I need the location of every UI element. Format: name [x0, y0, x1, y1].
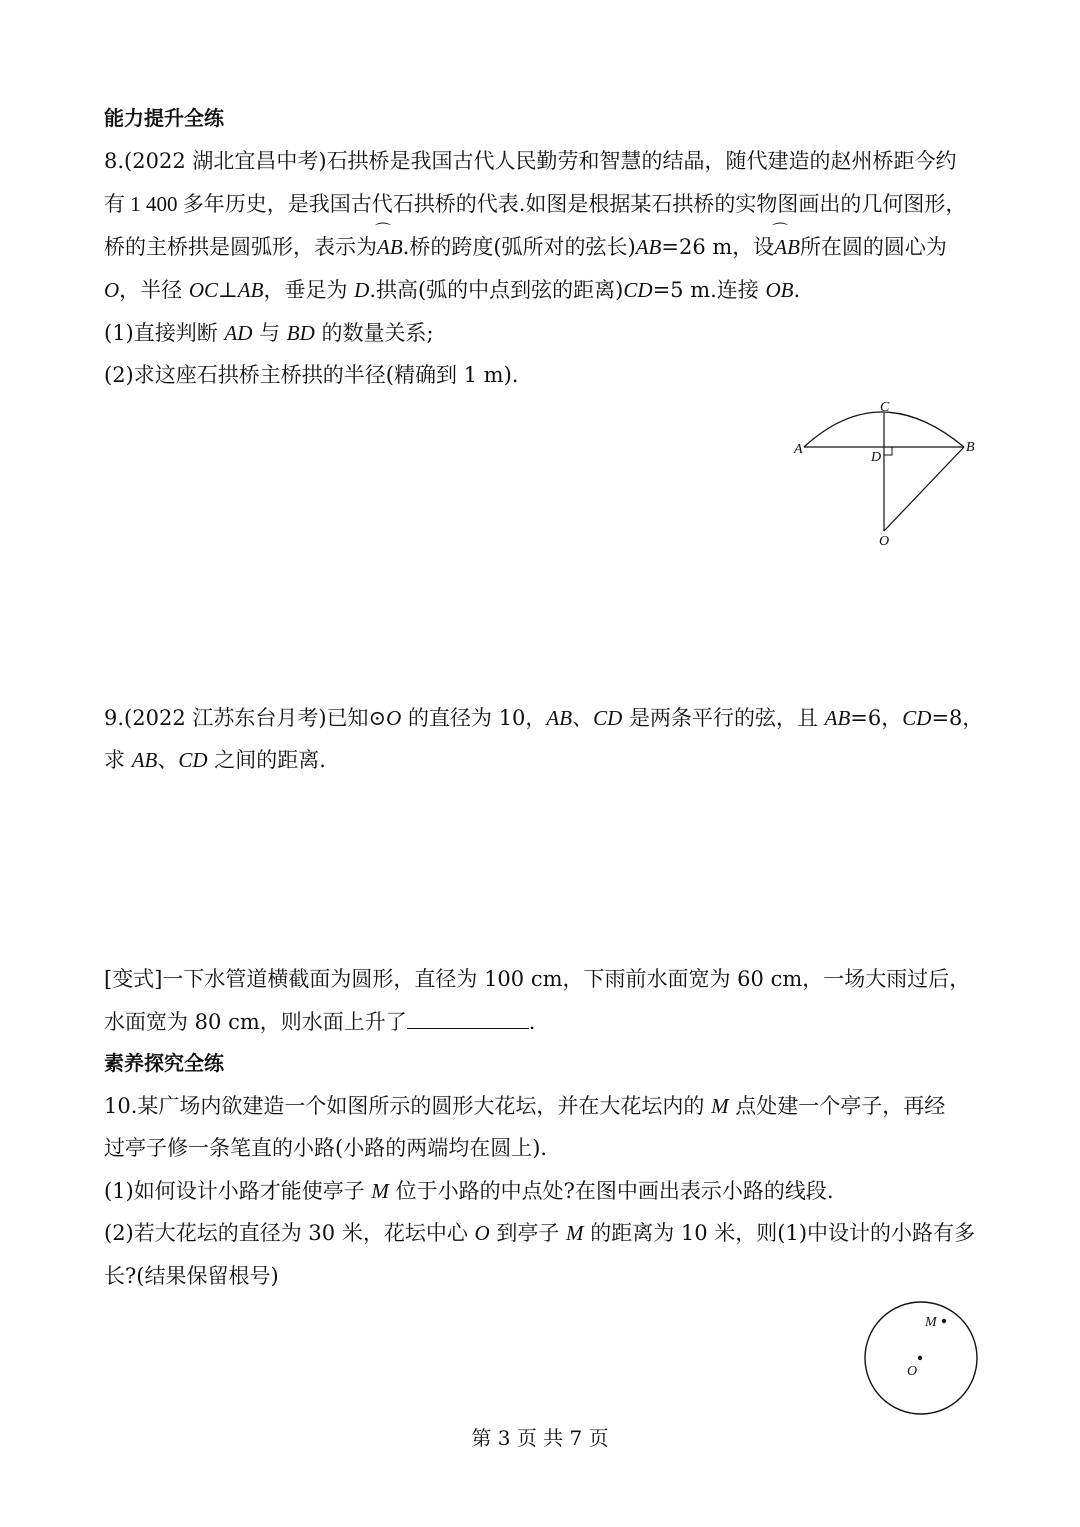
q9-cd-2: CD	[902, 706, 932, 730]
q9-l1-d: =6，	[850, 706, 903, 730]
section-title-literacy: 素养探究全练	[104, 1051, 224, 1075]
q9-cd-3: CD	[178, 748, 208, 772]
q9-l1-b: 的直径为 10，	[401, 706, 547, 730]
q9-l2-a: 求	[104, 748, 132, 772]
q9-line-1	[104, 704, 983, 732]
variant-l2-a: 水面宽为 80 cm，则水面上升了	[104, 1010, 407, 1034]
variant-line-2	[104, 1008, 535, 1036]
q10-p2-c: 的距离为 10 米，则(1)中设计的小路有多	[583, 1221, 976, 1245]
q9-sep-2: 、	[157, 748, 179, 772]
q10-part-2	[104, 1219, 975, 1247]
variant-l2-b: .	[528, 1010, 536, 1034]
right-angle-mark	[884, 447, 892, 455]
q8-l4-c: ，垂足为	[263, 278, 355, 302]
q9-l1-a: 已知⊙	[326, 706, 387, 730]
q10-l1-b: 点处建一个亭子，再经	[728, 1094, 946, 1118]
q8-l4-a: ，半径	[119, 278, 189, 302]
variant-line-1	[104, 965, 970, 993]
label-d: D	[871, 450, 882, 465]
q9-number: 9.	[104, 706, 125, 730]
q8-oc: OC	[188, 278, 219, 302]
q8-part-1	[104, 319, 434, 347]
arc-ab-symbol-2: ⌒ AB	[774, 233, 800, 261]
q10-number: 10.	[104, 1094, 138, 1118]
q8-p1-c: 的数量关系;	[314, 321, 434, 345]
q9-cd: CD	[593, 706, 623, 730]
q8-text: 石拱桥是我国古代人民勤劳和智慧的结晶，随代建造的赵州桥距今约	[326, 149, 957, 173]
q8-l2-b: 多年历史，是我国古代石拱桥的代表.如图是根据某石拱桥的实物图画出的几何图形，	[182, 192, 967, 216]
q8-part-2: (2)求这座石拱桥主桥拱的半径(精确到 1 m).	[104, 363, 519, 387]
q8-l3-d: 所在圆的圆心为	[799, 235, 947, 259]
variant-l1: 一下水管道横截面为圆形，直径为 100 cm，下雨前水面宽为 60 cm，一场大雨过后，	[162, 967, 971, 991]
q8-p1-a: (1)直接判断	[104, 321, 225, 345]
q9-source: (2022 江苏东台月考)	[124, 706, 327, 730]
q9-ab-2: AB	[824, 706, 851, 730]
q8-l3-a: 桥的主桥拱是圆弧形，表示为	[104, 235, 377, 259]
label-c: C	[880, 400, 890, 415]
arc-ab-symbol: ⌒ AB	[377, 233, 403, 261]
label-a: A	[794, 442, 803, 457]
q10-line-2: 过亭子修一条笔直的小路(小路的两端均在圆上).	[104, 1136, 548, 1160]
perp-symbol: ⊥	[218, 278, 238, 302]
q10-l1-a: 某广场内欲建造一个如图所示的圆形大花坛，并在大花坛内的	[137, 1094, 712, 1118]
q9-o: O	[386, 706, 402, 730]
q8-l4-d: .拱高(弧的中点到弦的距离)	[369, 278, 624, 302]
q9-sep: 、	[572, 706, 594, 730]
label-b: B	[966, 440, 975, 455]
q8-bd: BD	[286, 321, 315, 345]
q8-cd: CD	[623, 278, 653, 302]
q8-years: 1 400	[125, 192, 183, 216]
q8-ob: OB	[765, 278, 794, 302]
q8-l2-a: 有	[104, 192, 125, 216]
label-m: M	[925, 1315, 937, 1330]
q8-line-1	[104, 147, 957, 175]
q8-d: D	[354, 278, 370, 302]
q8-l3-b: .桥的跨度(弧所对的弦长)	[402, 235, 636, 259]
q8-l4-e: =5 m.连接	[652, 278, 766, 302]
q9-l2-b: 之间的距离.	[207, 748, 326, 772]
q10-p2-a: (2)若大花坛的直径为 30 米，花坛中心	[104, 1221, 475, 1245]
answer-blank[interactable]	[407, 1008, 529, 1029]
q10-part-1	[104, 1177, 834, 1205]
q8-ab: AB	[635, 235, 662, 259]
q8-l4-f: .	[793, 278, 801, 302]
label-o-circle: O	[907, 1364, 918, 1379]
q10-p1-b: 位于小路的中点处?在图中画出表示小路的线段.	[388, 1179, 834, 1203]
q10-line-1	[104, 1092, 945, 1120]
q8-number: 8.	[104, 149, 125, 173]
q10-m-3: M	[566, 1221, 584, 1245]
bridge-arch-figure	[780, 395, 990, 555]
q8-line-2	[104, 190, 966, 218]
q10-m-2: M	[371, 1179, 389, 1203]
q8-ad: AD	[224, 321, 253, 345]
q10-o: O	[474, 1221, 490, 1245]
q10-part-2-cont: 长?(结果保留根号)	[104, 1264, 279, 1288]
q9-l1-e: =8，	[931, 706, 984, 730]
q8-line-4	[104, 276, 800, 304]
variant-tag: [变式]	[104, 967, 163, 991]
q8-p1-b: 与	[252, 321, 287, 345]
q8-o: O	[104, 278, 120, 302]
q10-m: M	[711, 1094, 729, 1118]
q10-p2-b: 到亭子	[489, 1221, 567, 1245]
label-o: O	[879, 534, 890, 549]
q9-ab: AB	[546, 706, 573, 730]
segment-ob	[884, 447, 964, 531]
page-footer: 第 3 页 共 7 页	[471, 1426, 609, 1450]
q9-line-2	[104, 746, 326, 774]
q8-ab-2: AB	[237, 278, 264, 302]
q8-l3-c: =26 m，设	[661, 235, 775, 259]
q8-source: (2022 湖北宜昌中考)	[124, 149, 327, 173]
point-o	[918, 1356, 922, 1360]
q10-p1-a: (1)如何设计小路才能使亭子	[104, 1179, 372, 1203]
q9-ab-3: AB	[131, 748, 158, 772]
section-title-ability: 能力提升全练	[104, 106, 224, 130]
point-m	[942, 1319, 946, 1323]
flower-bed-figure	[858, 1298, 984, 1420]
q8-line-3	[104, 233, 947, 261]
q9-l1-c: 是两条平行的弦，且	[622, 706, 825, 730]
